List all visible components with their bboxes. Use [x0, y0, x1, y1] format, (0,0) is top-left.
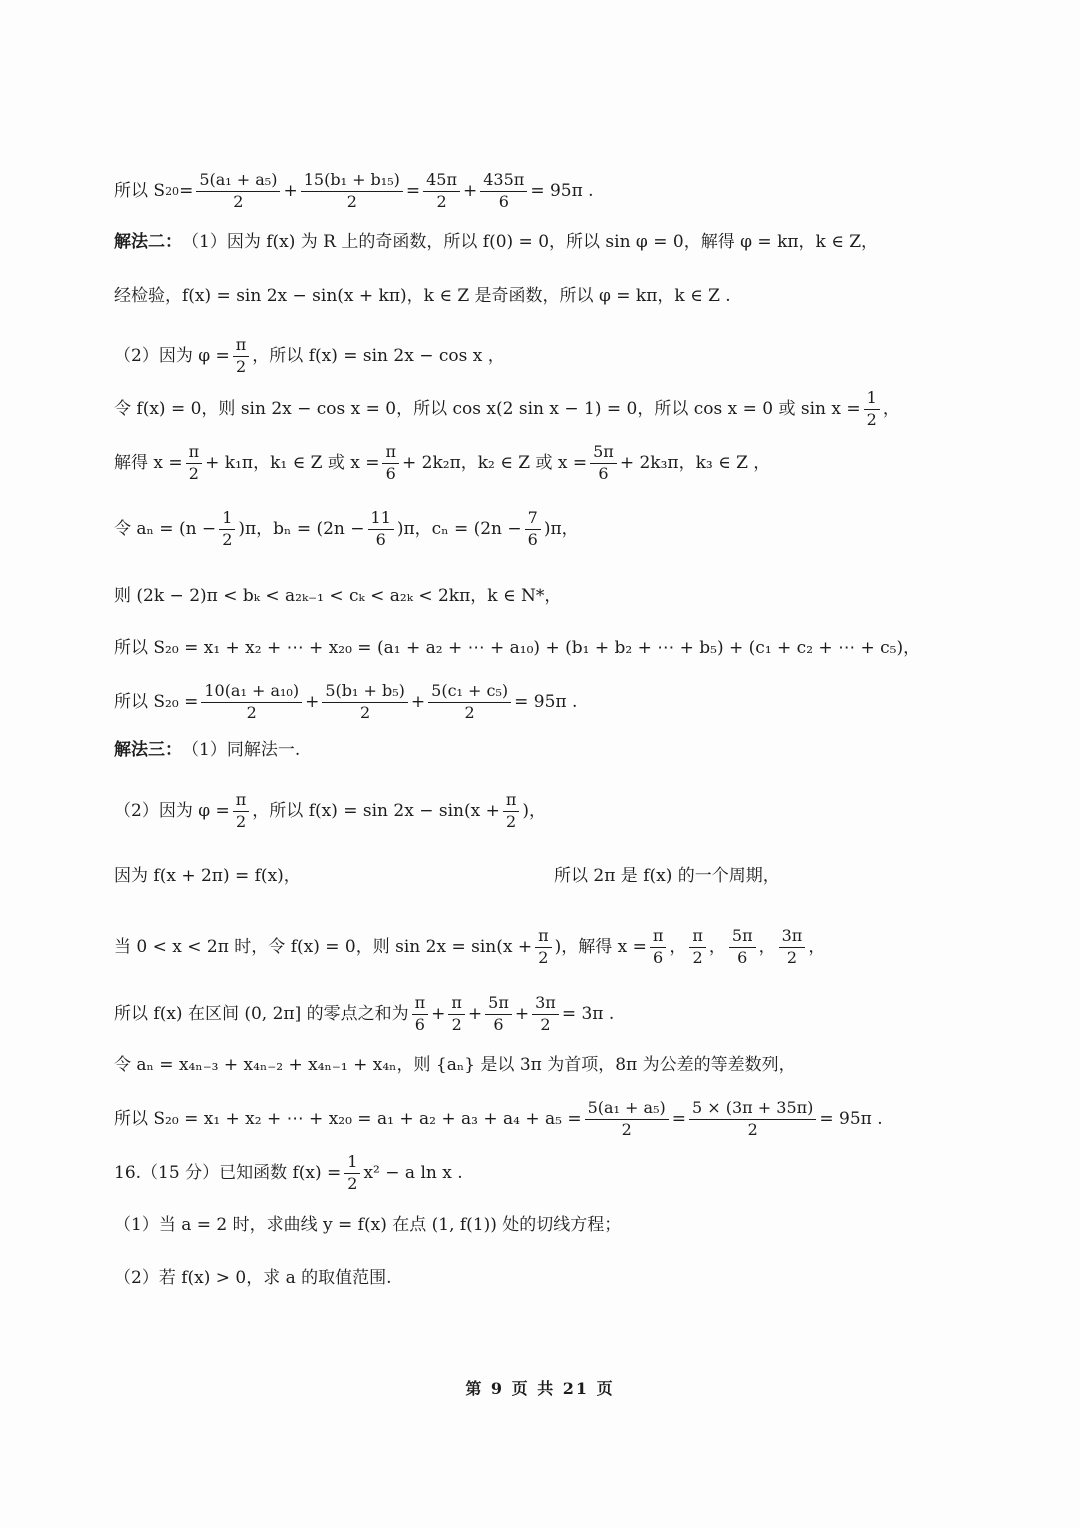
fraction: $\frac{1}{2}$ [864, 390, 880, 429]
text: )π，cₙ = (2n − [396, 518, 522, 539]
text: 所以 S₂₀ = x₁ + x₂ + ⋯ + x₂₀ = a₁ + a₂ + a₃ + a₄ + a₅ = [114, 1108, 582, 1129]
text: ， [882, 398, 900, 419]
fraction: $\frac{11}{6}$ [368, 510, 394, 549]
text: 经检验，f(x) = sin 2x − sin(x + kπ)，k ∈ Z 是奇函数，所以 φ = kπ，k ∈ Z . [114, 286, 731, 306]
text: 所以 S₂₀ = [114, 691, 199, 712]
fraction: $\frac{1}{2}$ [344, 1154, 360, 1193]
method2-check [114, 288, 1020, 305]
text: 所以 2π 是 f(x) 的一个周期， [554, 866, 780, 886]
fraction: $\frac{\text{5(a₁ + a₅)}}{2}$ [585, 1100, 669, 1139]
text: x² − a ln x . [363, 1162, 463, 1183]
fraction: $\frac{\pi}{6}$ [412, 995, 429, 1034]
text: （2）因为 φ = [114, 800, 230, 821]
fraction: $\frac{\pi}{2}$ [689, 928, 706, 967]
text: ，所以 f(x) = sin 2x − sin(x + [252, 800, 500, 821]
method3-zeros [114, 928, 1020, 967]
method3-part1 [114, 742, 1020, 759]
method-label: 解法二： [114, 232, 182, 252]
text: )π， [543, 518, 579, 539]
method2-part2 [114, 337, 1020, 376]
fraction: $\frac{\pi}{2}$ [448, 995, 465, 1034]
text: ， [708, 936, 726, 957]
text: )，解得 x = [554, 936, 647, 957]
text: = [179, 180, 194, 201]
text: + [463, 180, 478, 201]
fraction: $\frac{7}{6}$ [525, 510, 541, 549]
text: + [283, 180, 298, 201]
problem-16-part1 [114, 1217, 1020, 1234]
text: = 95π . [819, 1108, 883, 1129]
text: + 2k₃π，k₃ ∈ Z ， [619, 452, 771, 473]
text: + [305, 691, 320, 712]
fraction: $\frac{\pi}{2}$ [233, 337, 250, 376]
page-number: 第 9 页 共 21 页 [465, 1379, 615, 1398]
fraction: $\frac{3\pi}{2}$ [779, 928, 806, 967]
fraction: $\frac{45\pi}{2}$ [423, 172, 460, 211]
text: （1）同解法一. [182, 740, 301, 760]
text: （2）若 f(x) > 0，求 a 的取值范围. [114, 1268, 392, 1288]
text: = 95π . [530, 180, 594, 201]
text: ， [808, 936, 826, 957]
text: 所以 f(x) 在区间 (0, 2π] 的零点之和为 [114, 1003, 409, 1024]
fraction: $\frac{\pi}{2}$ [186, 444, 203, 483]
text: （1）因为 f(x) 为 R 上的奇函数，所以 f(0) = 0，所以 sin φ = 0，解得 φ = kπ，k ∈ Z， [182, 232, 879, 252]
method3-arith-seq [114, 1057, 1020, 1074]
text: + k₁π，k₁ ∈ Z 或 x = [205, 452, 380, 473]
text: 当 0 < x < 2π 时，令 f(x) = 0，则 sin 2x = sin(x + [114, 936, 533, 957]
fraction: $\frac{5 \times (3\pi + 35\pi)}{2}$ [689, 1100, 816, 1139]
fraction: $\frac{1}{2}$ [219, 510, 235, 549]
text: 令 f(x) = 0，则 sin 2x − cos x = 0，所以 cos x(2 sin x − 1) = 0，所以 cos x = 0 或 sin x = [114, 398, 861, 419]
text: + 2k₂π，k₂ ∈ Z 或 x = [401, 452, 588, 473]
text: + [431, 1003, 446, 1024]
text: 因为 f(x + 2π) = f(x)， [114, 866, 301, 886]
method3-s20-result [114, 1100, 1020, 1139]
method2-zero-eq [114, 390, 1020, 429]
fraction: $\frac{\text{5(c₁ + c₅)}}{2}$ [428, 683, 511, 722]
text: 解得 x = [114, 452, 183, 473]
text: = [671, 1108, 686, 1129]
fraction: $\frac{\text{5(a₁ + a₅)}}{2}$ [196, 172, 280, 211]
text: + [467, 1003, 483, 1024]
method2-s20-sum [114, 640, 1020, 657]
problem-16-part2 [114, 1270, 1020, 1287]
text: 令 aₙ = (n − [114, 518, 217, 539]
text: （2）因为 φ = [114, 345, 230, 366]
text: 所以 S₂₀ = x₁ + x₂ + ⋯ + x₂₀ = (a₁ + a₂ + ⋯ + a₁₀) + (b₁ + b₂ + ⋯ + b₅) + (c₁ + c₂ + ⋯ + c₅)， [114, 638, 921, 658]
text: )π，bₙ = (2n − [238, 518, 365, 539]
fraction: $\frac{\text{5(b₁ + b₅)}}{2}$ [322, 683, 408, 722]
fraction: $\frac{5\pi}{6}$ [729, 928, 756, 967]
fraction: $\frac{\pi}{2}$ [503, 792, 520, 831]
method2-part1 [114, 234, 1020, 251]
text: ， [669, 936, 687, 957]
problem-16-statement [114, 1154, 1020, 1193]
text: + [410, 691, 426, 712]
text: 16.（15 分）已知函数 f(x) = [114, 1162, 342, 1183]
fraction: $\frac{\pi}{6}$ [382, 444, 399, 483]
text: = 3π . [561, 1003, 615, 1024]
method3-part2 [114, 792, 1020, 831]
method-label: 解法三： [114, 740, 182, 760]
fraction: $\frac{5\pi}{6}$ [590, 444, 617, 483]
text: 则 (2k − 2)π < bₖ < a₂ₖ₋₁ < cₖ < a₂ₖ < 2kπ，k ∈ N*， [114, 586, 562, 606]
text: + [514, 1003, 530, 1024]
fraction: $\frac{5\pi}{6}$ [485, 995, 512, 1034]
text: ，所以 f(x) = sin 2x − cos x ， [252, 345, 505, 366]
fraction: $\frac{\text{10(a₁ + a₁₀)}}{2}$ [201, 683, 302, 722]
text: 令 aₙ = x₄ₙ₋₃ + x₄ₙ₋₂ + x₄ₙ₋₁ + x₄ₙ，则 {aₙ} 是以 3π 为首项，8π 为公差的等差数列， [114, 1055, 796, 1075]
fraction: $\frac{\text{15(b₁ + b₁₅)}}{2}$ [301, 172, 403, 211]
subscript: 20 [165, 184, 180, 198]
method3-zero-sum [114, 995, 1020, 1034]
method3-period [114, 868, 1020, 885]
method2-solutions [114, 444, 1020, 483]
method2-s20-result [114, 683, 1020, 722]
text: （1）当 a = 2 时，求曲线 y = f(x) 在点 (1, f(1)) 处的切线方程； [114, 1215, 622, 1235]
text: 所以 S [114, 180, 166, 201]
fraction: $\frac{3\pi}{2}$ [532, 995, 559, 1034]
fraction: $\frac{435\pi}{6}$ [480, 172, 527, 211]
method2-ordering [114, 588, 1020, 605]
text: = [405, 180, 421, 201]
fraction: $\frac{\pi}{2}$ [535, 928, 552, 967]
fraction: $\frac{\pi}{6}$ [650, 928, 667, 967]
solution-line-s20-method1 [114, 172, 1020, 211]
method2-sequences [114, 510, 1020, 549]
text: = 95π . [514, 691, 578, 712]
text: )， [522, 800, 546, 821]
text: ， [758, 936, 776, 957]
fraction: $\frac{\pi}{2}$ [233, 792, 250, 831]
